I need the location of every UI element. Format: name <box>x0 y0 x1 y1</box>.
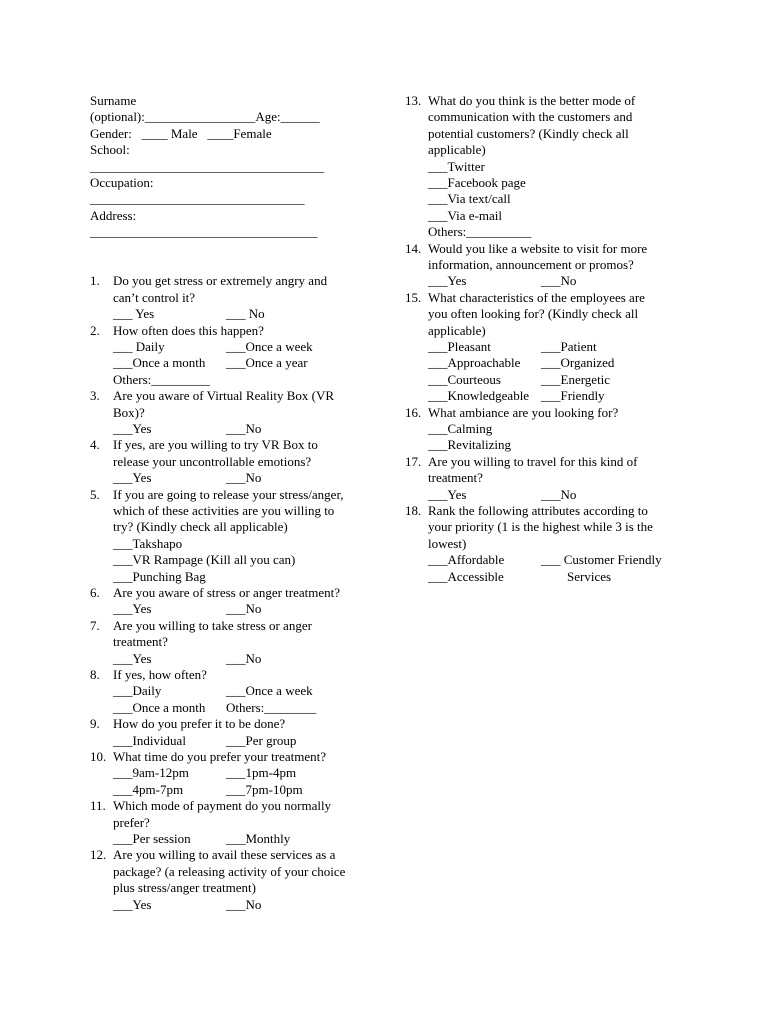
question-text-line: treatment? <box>113 634 168 650</box>
option-row <box>113 782 370 798</box>
answer-option[interactable]: ___Via text/call <box>428 191 511 207</box>
option-row <box>428 339 690 355</box>
question-text-line: Box)? <box>113 404 145 420</box>
option-row <box>428 159 690 175</box>
question-text-line: potential customers? (Kindly check all <box>428 125 629 141</box>
optional-age-field[interactable]: (optional):_________________Age:______ <box>90 109 320 125</box>
question-text-line: What characteristics of the employees are <box>428 289 645 305</box>
question-text-line: prefer? <box>113 814 150 830</box>
answer-option[interactable]: ___Once a month <box>113 355 206 371</box>
answer-option[interactable]: ___Yes <box>428 273 467 289</box>
question-text <box>113 487 370 536</box>
question-4 <box>90 437 370 486</box>
question-3 <box>90 388 370 437</box>
occupation-label: Occupation: <box>90 175 154 191</box>
answer-option[interactable]: ___Twitter <box>428 158 485 174</box>
question-1 <box>90 273 370 322</box>
answer-option[interactable]: Others:________ <box>226 699 317 715</box>
answer-option[interactable]: Services <box>541 568 612 584</box>
answer-option[interactable]: ___7pm-10pm <box>226 781 303 797</box>
answer-option[interactable]: ___No <box>226 470 262 486</box>
question-text-line: applicable) <box>428 322 486 338</box>
question-text-line: information, announcement or promos? <box>428 256 634 272</box>
answer-option[interactable]: ___No <box>226 421 262 437</box>
option-row <box>113 569 370 585</box>
answer-option[interactable]: ___VR Rampage (Kill all you can) <box>113 552 296 568</box>
answer-option[interactable]: ___No <box>226 650 262 666</box>
question-number: 13. <box>405 93 422 108</box>
option-row <box>113 306 370 322</box>
left-question-list <box>90 273 370 913</box>
option-row <box>113 700 370 716</box>
option-row <box>113 733 370 749</box>
question-text-line: What ambiance are you looking for? <box>428 404 619 420</box>
question-text <box>113 323 370 339</box>
option-row <box>113 552 370 568</box>
question-text-line: treatment? <box>428 470 483 486</box>
question-text-line: lowest) <box>428 535 467 551</box>
answer-option[interactable]: ___Monthly <box>226 831 291 846</box>
question-5 <box>90 487 370 585</box>
question-number: 8. <box>90 667 100 683</box>
answer-option[interactable]: ___Once a year <box>226 355 308 371</box>
answer-option[interactable]: ___ Customer Friendly <box>541 552 662 568</box>
question-9 <box>90 716 370 749</box>
question-number: 3. <box>90 388 100 404</box>
question-6 <box>90 585 370 618</box>
question-17 <box>405 454 690 503</box>
question-text-line: Which mode of payment do you normally <box>113 798 332 814</box>
question-text <box>428 290 690 339</box>
answer-option[interactable]: ___Per session <box>113 831 191 846</box>
answer-option[interactable]: ___ Yes <box>113 306 155 322</box>
answer-option[interactable]: ___Via e-mail <box>428 207 502 223</box>
question-text <box>113 585 370 601</box>
answer-option[interactable]: ___No <box>541 486 577 502</box>
answer-option[interactable]: ___Individual <box>113 732 186 748</box>
answer-option[interactable]: ___9am-12pm <box>113 765 189 781</box>
answer-option[interactable]: ___Revitalizing <box>428 437 512 453</box>
answer-option[interactable]: ___Knowledgeable <box>428 388 530 404</box>
question-text-line: release your uncontrollable emotions? <box>113 453 312 469</box>
question-text-line: Do you get stress or extremely angry and <box>113 273 328 289</box>
question-13 <box>405 93 690 241</box>
question-text-line: What time do you prefer your treatment? <box>113 749 326 764</box>
option-row <box>113 339 370 355</box>
answer-option[interactable]: ___Accessible <box>428 568 504 584</box>
address-field[interactable]: ___________________________________ <box>90 224 318 240</box>
question-text-line: try? (Kindly check all applicable) <box>113 519 288 535</box>
question-text-line: If you are going to release your stress/anger, <box>113 486 344 502</box>
question-10 <box>90 749 370 798</box>
left-column <box>90 93 370 913</box>
option-row <box>428 372 690 388</box>
question-15 <box>405 290 690 405</box>
option-row <box>428 388 690 404</box>
question-text <box>113 716 370 732</box>
question-text <box>113 273 370 306</box>
question-text-line: you often looking for? (Kindly check all <box>428 306 639 322</box>
answer-option[interactable]: ___Punching Bag <box>113 568 206 584</box>
question-text-line: Are you willing to travel for this kind of <box>428 453 638 469</box>
question-text-line: Would you like a website to visit for more <box>428 240 648 256</box>
question-7 <box>90 618 370 667</box>
question-text <box>428 93 690 159</box>
option-row <box>113 355 370 371</box>
question-text-line: plus stress/anger treatment) <box>113 880 256 896</box>
question-text <box>113 798 370 831</box>
answer-option[interactable]: ___No <box>226 896 262 912</box>
question-number: 6. <box>90 585 100 601</box>
question-text-line: What do you think is the better mode of <box>428 93 636 108</box>
right-column <box>405 93 690 585</box>
option-row <box>428 191 690 207</box>
answer-option[interactable]: ___No <box>226 601 262 617</box>
question-number: 14. <box>405 240 422 256</box>
option-row <box>113 470 370 486</box>
answer-option[interactable]: Others:__________ <box>428 224 532 240</box>
option-row <box>428 437 690 453</box>
question-8 <box>90 667 370 716</box>
answer-option[interactable]: ___Yes <box>113 896 152 912</box>
answer-option[interactable]: ___Patient <box>541 339 597 354</box>
option-row <box>428 552 690 568</box>
question-text <box>113 847 370 896</box>
option-row <box>113 372 370 388</box>
question-number: 11. <box>90 798 106 814</box>
option-row <box>428 175 690 191</box>
question-number: 16. <box>405 404 422 420</box>
answer-option[interactable]: ___Yes <box>428 486 467 502</box>
question-text <box>113 667 370 683</box>
question-text-line: If yes, are you willing to try VR Box to <box>113 437 318 453</box>
answer-option[interactable]: ___Courteous <box>428 371 501 387</box>
question-number: 5. <box>90 486 100 502</box>
question-number: 4. <box>90 437 100 453</box>
answer-option[interactable]: ___Pleasant <box>428 339 491 354</box>
question-text <box>428 405 690 421</box>
school-field[interactable]: ____________________________________ <box>90 158 324 174</box>
question-12 <box>90 847 370 913</box>
question-number: 15. <box>405 289 422 305</box>
option-row <box>113 651 370 667</box>
option-row <box>428 421 690 437</box>
answer-option[interactable]: ___Once a week <box>226 339 313 355</box>
answer-option[interactable]: ___Approachable <box>428 355 521 371</box>
option-row <box>113 421 370 437</box>
option-row <box>428 487 690 503</box>
question-number: 10. <box>90 749 107 764</box>
option-row <box>113 536 370 552</box>
option-row <box>428 355 690 371</box>
option-row <box>113 683 370 699</box>
answer-option[interactable]: ___Yes <box>113 650 152 666</box>
occupation-field[interactable]: _________________________________ <box>90 191 305 207</box>
option-row <box>113 601 370 617</box>
answer-option[interactable]: ___Once a month <box>113 699 206 715</box>
answer-option[interactable]: ___4pm-7pm <box>113 781 184 797</box>
question-text-line: applicable) <box>428 142 486 158</box>
answer-option[interactable]: ___Energetic <box>541 371 611 387</box>
answer-option[interactable]: ___Once a week <box>226 683 313 699</box>
question-14 <box>405 241 690 290</box>
question-number: 2. <box>90 322 100 338</box>
right-question-list <box>405 93 690 585</box>
school-label: School: <box>90 142 130 158</box>
question-text-line: If yes, how often? <box>113 667 207 683</box>
gender-field[interactable]: Gender: ____ Male ____Female <box>90 125 272 141</box>
answer-option[interactable]: ___Yes <box>113 601 152 617</box>
question-number: 12. <box>90 847 107 863</box>
question-text-line: Are you aware of stress or anger treatment? <box>113 585 341 601</box>
question-text-line: your priority (1 is the highest while 3 is the <box>428 519 653 535</box>
question-text-line: How do you prefer it to be done? <box>113 716 286 732</box>
address-label: Address: <box>90 207 137 223</box>
question-number: 17. <box>405 453 422 469</box>
answer-option[interactable]: ___Facebook page <box>428 175 526 191</box>
question-11 <box>90 798 370 847</box>
question-text <box>428 503 690 552</box>
question-text <box>113 749 370 765</box>
question-text-line: Are you willing to take stress or anger <box>113 617 312 633</box>
question-text-line: Rank the following attributes according to <box>428 502 648 518</box>
question-18 <box>405 503 690 585</box>
answer-option[interactable]: ___ Daily <box>113 339 165 355</box>
answer-option[interactable]: ___Organized <box>541 355 615 371</box>
option-row <box>113 897 370 913</box>
answer-option[interactable]: ___Calming <box>428 420 493 436</box>
question-text-line: communication with the customers and <box>428 109 633 125</box>
option-row <box>428 273 690 289</box>
option-row <box>428 208 690 224</box>
answer-option[interactable]: ___Takshapo <box>113 535 183 551</box>
answer-option[interactable]: ___Daily <box>113 683 162 699</box>
answer-option[interactable]: ___1pm-4pm <box>226 765 297 781</box>
question-2 <box>90 323 370 389</box>
question-text-line: How often does this happen? <box>113 322 264 338</box>
question-text-line: which of these activities are you willing to <box>113 503 335 519</box>
answer-option[interactable]: ___No <box>541 273 577 289</box>
answer-option[interactable]: ___Per group <box>226 732 297 748</box>
question-text <box>113 388 370 421</box>
question-text-line: package? (a releasing activity of your choice <box>113 863 346 879</box>
option-row <box>428 569 690 585</box>
question-text <box>428 454 690 487</box>
answer-option[interactable]: ___Yes <box>113 421 152 437</box>
question-number: 18. <box>405 502 422 518</box>
question-text <box>428 241 690 274</box>
option-row <box>113 831 370 847</box>
question-number: 9. <box>90 716 100 732</box>
option-row <box>428 224 690 240</box>
option-row <box>113 765 370 781</box>
question-number: 1. <box>90 273 100 289</box>
answer-option[interactable]: ___Affordable <box>428 552 505 568</box>
question-text <box>113 437 370 470</box>
question-text-line: Are you aware of Virtual Reality Box (VR <box>113 388 335 404</box>
question-text-line: can’t control it? <box>113 289 196 305</box>
answer-option[interactable]: Others:_________ <box>113 371 210 387</box>
answer-option[interactable]: ___Yes <box>113 470 152 486</box>
surname-label: Surname <box>90 93 137 108</box>
question-text-line: Are you willing to avail these services as a <box>113 847 336 863</box>
question-text <box>113 618 370 651</box>
answer-option[interactable]: ___Friendly <box>541 388 605 404</box>
question-number: 7. <box>90 617 100 633</box>
question-16 <box>405 405 690 454</box>
answer-option[interactable]: ___ No <box>226 306 265 322</box>
